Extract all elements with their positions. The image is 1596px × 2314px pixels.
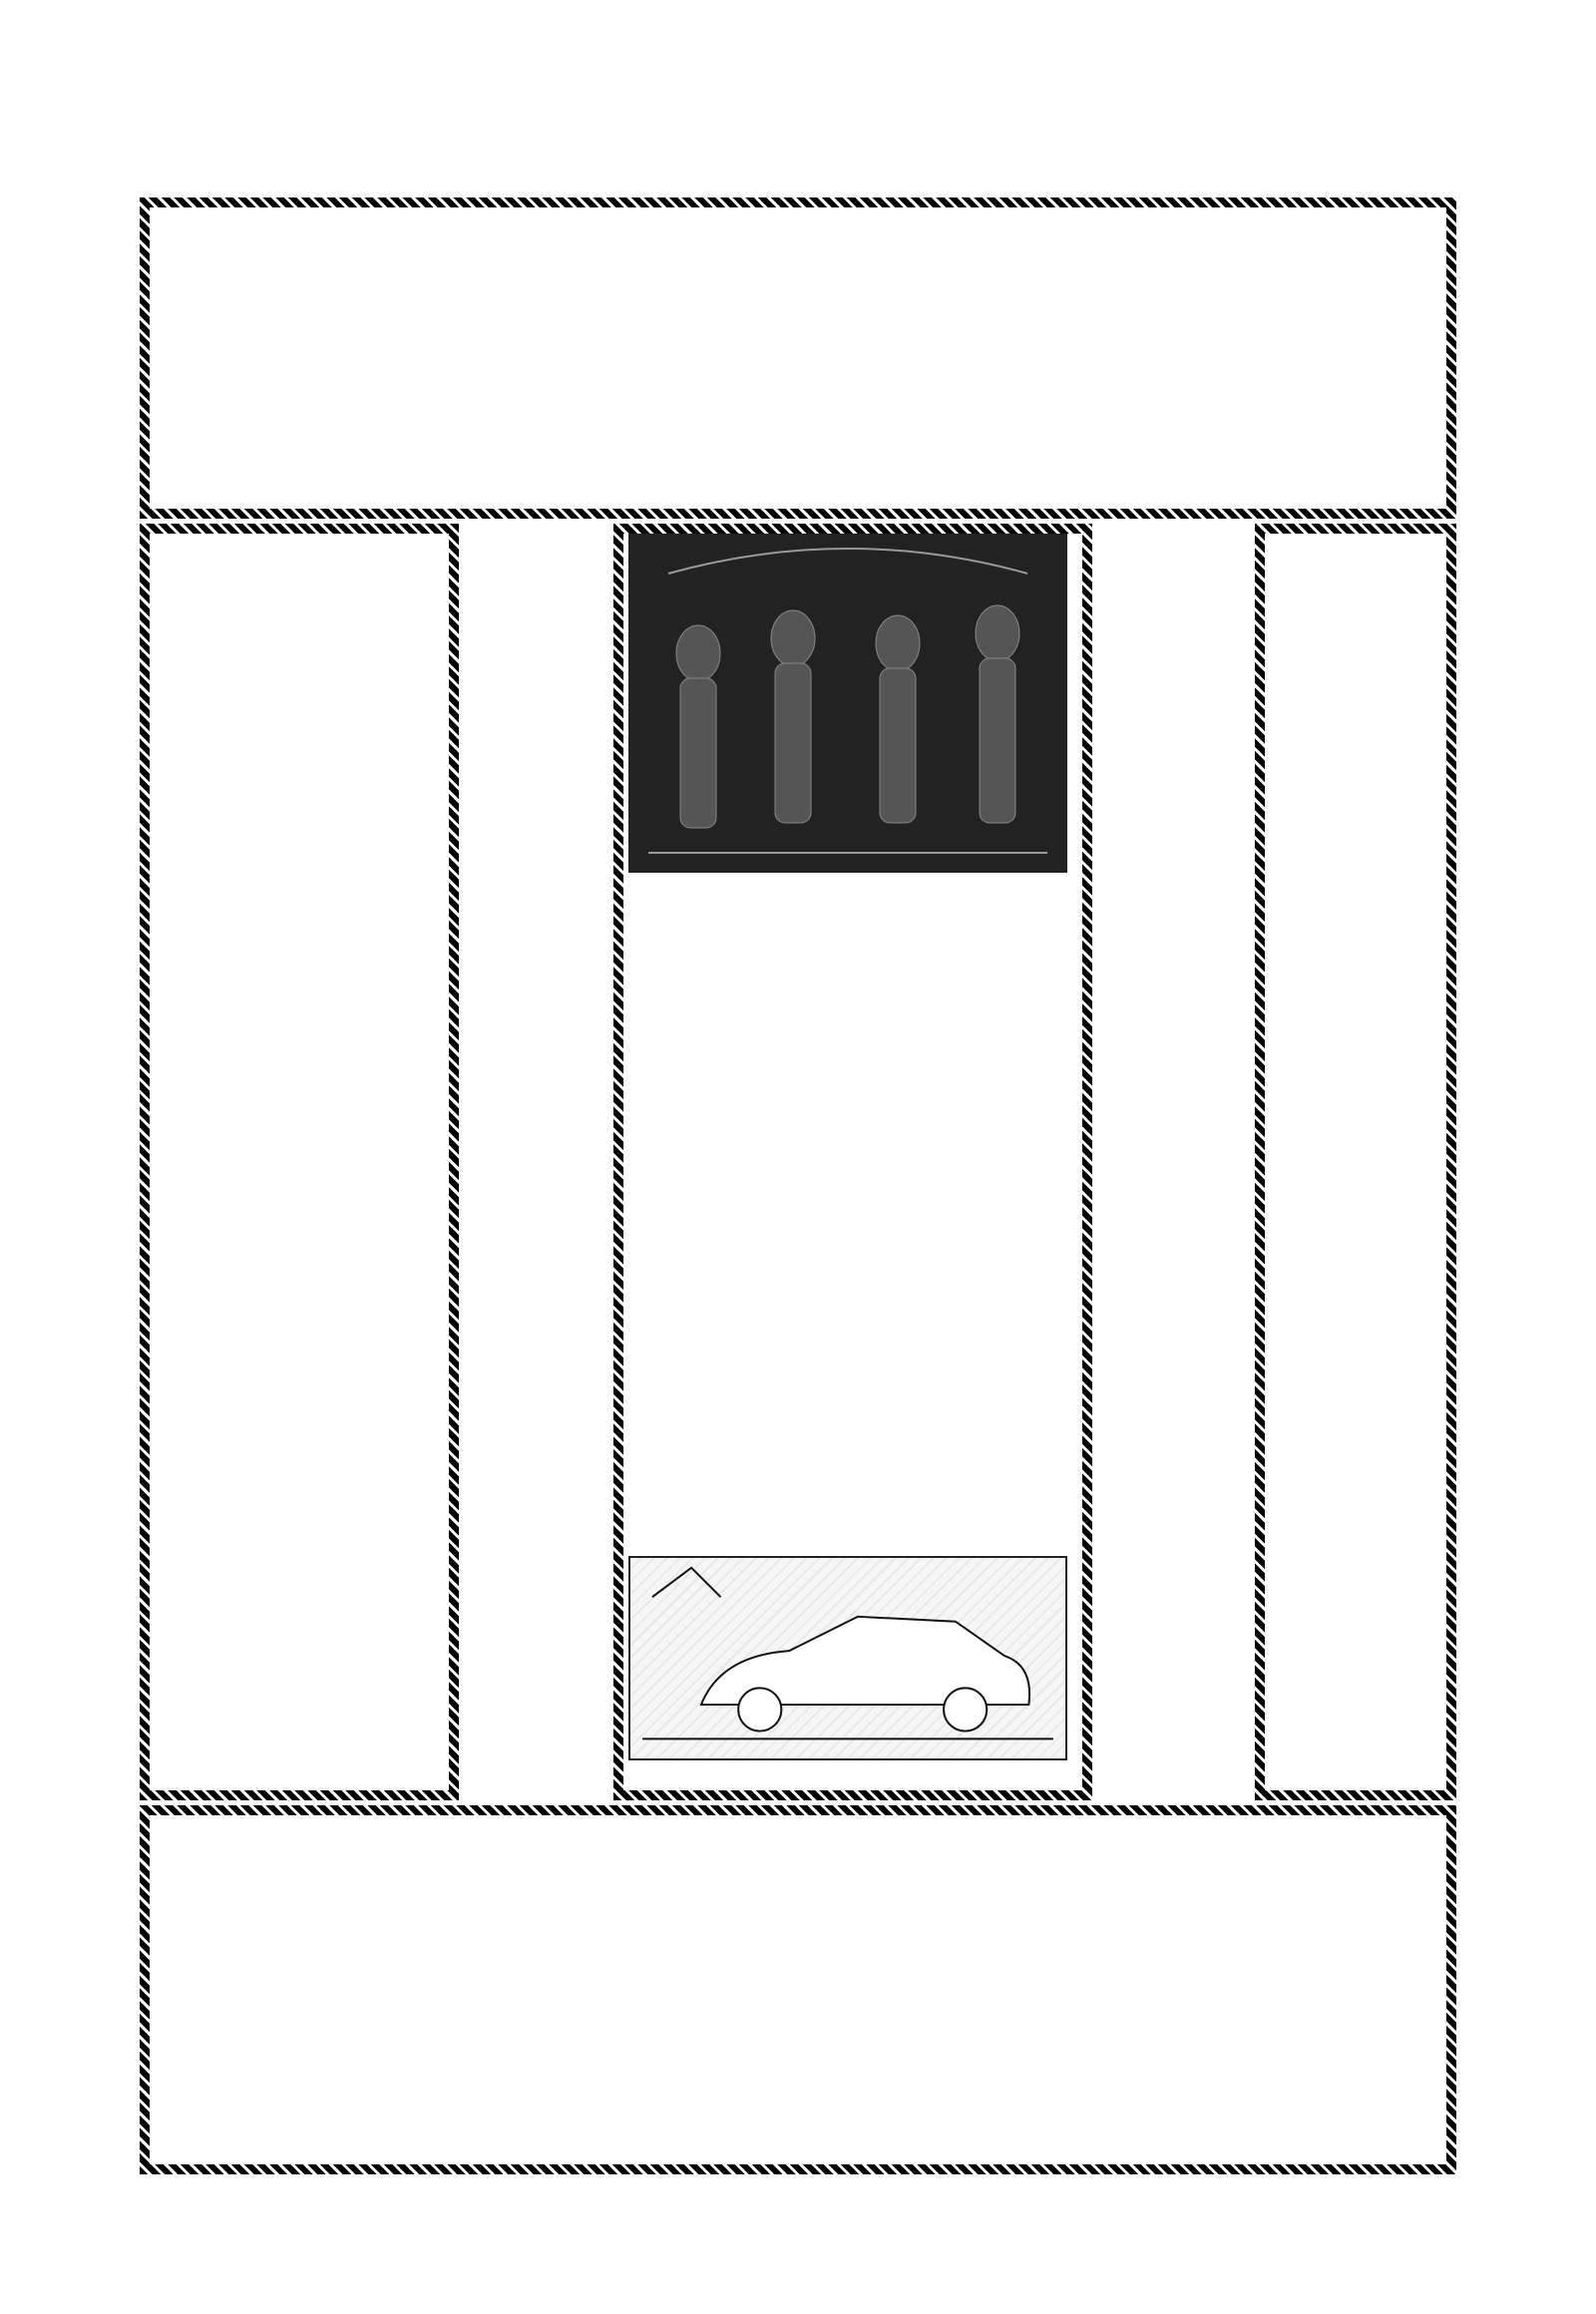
bottom-row-frame xyxy=(140,1805,1456,2174)
beauty-contest-illustration xyxy=(628,534,1067,873)
car-illustration xyxy=(630,1558,1065,1758)
beauty-contest-caption xyxy=(628,890,1067,914)
car-cartoon xyxy=(628,1556,1067,1760)
anecdotes-right-column xyxy=(1099,534,1249,1790)
car-caption xyxy=(628,1763,1067,1787)
banner-title xyxy=(160,118,1486,199)
left-column-frame xyxy=(140,524,459,1800)
top-row-frame xyxy=(140,197,1456,519)
beauty-contest-cartoon xyxy=(628,534,1067,873)
right-column-frame xyxy=(1255,524,1456,1800)
anecdotes-left-column xyxy=(459,534,606,1790)
